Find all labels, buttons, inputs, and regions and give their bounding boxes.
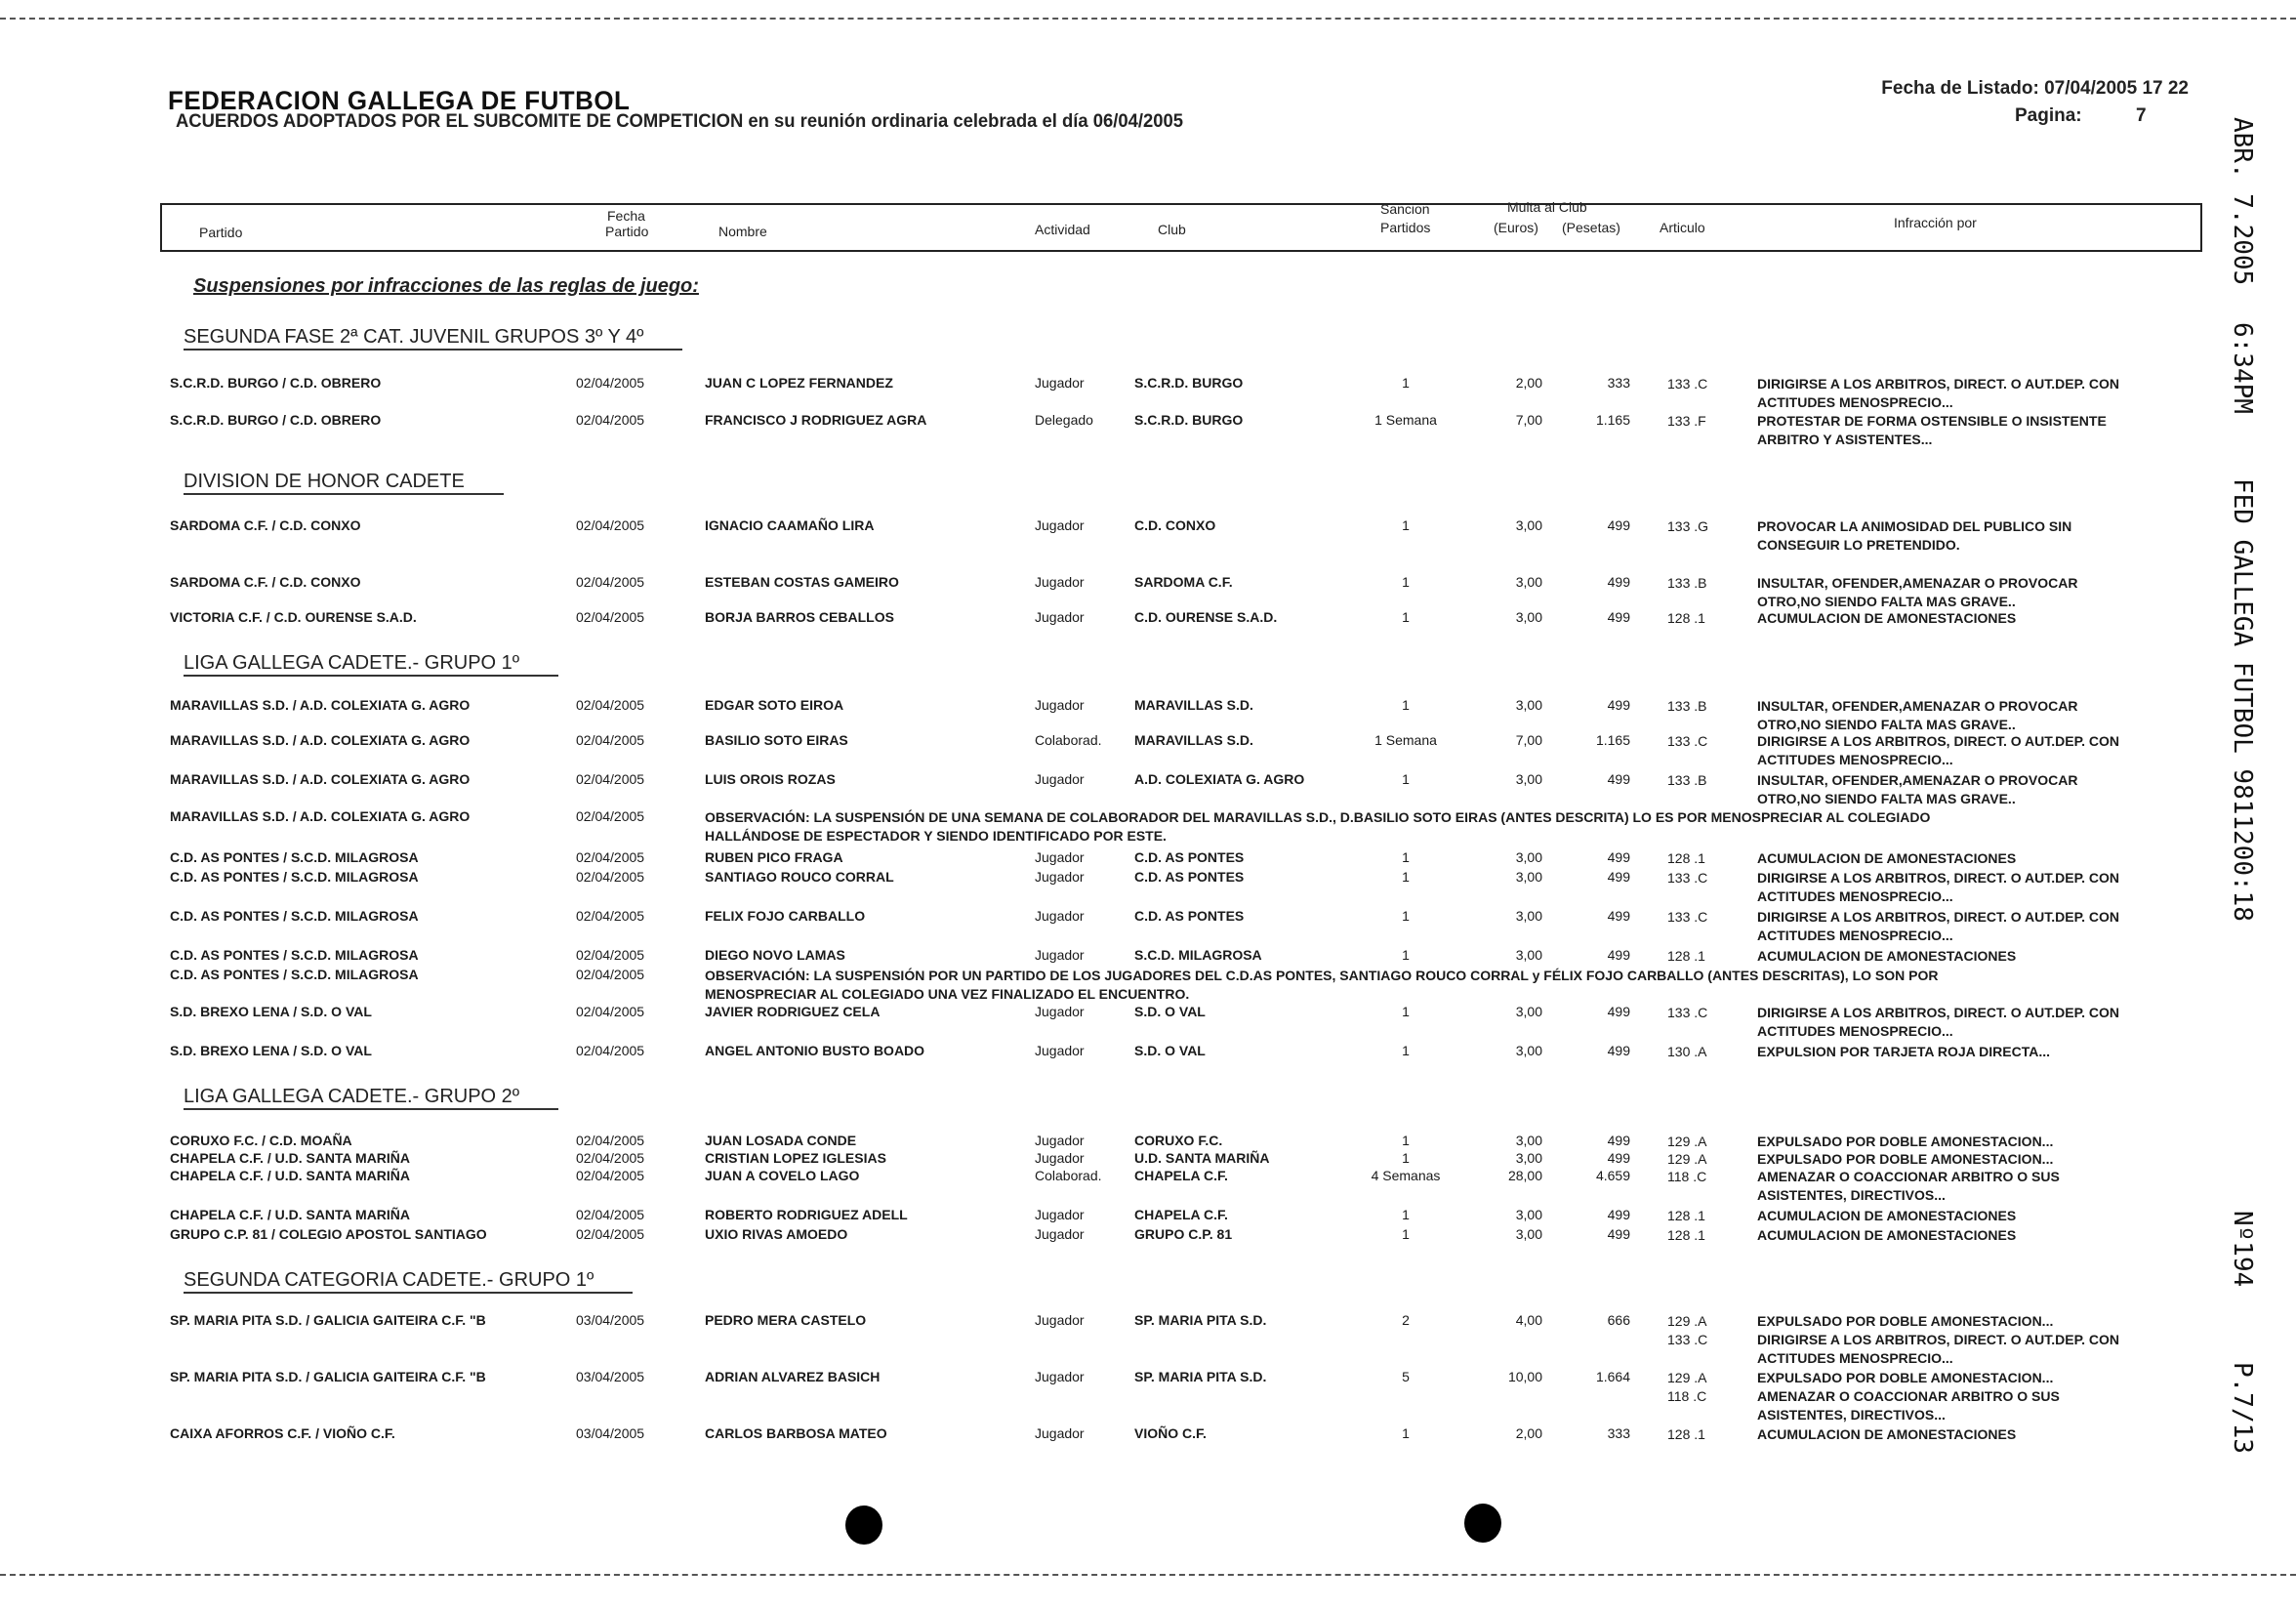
name-cell: FELIX FOJO CARBALLO [705,908,866,924]
article-cell: 129 .A [1667,1134,1707,1149]
sanction-cell: 1 [1402,849,1410,865]
sanction-cell: 1 [1402,1004,1410,1019]
partido-cell: S.C.R.D. BURGO / C.D. OBRERO [170,375,382,391]
date-cell: 02/04/2005 [576,967,645,982]
date-cell: 03/04/2005 [576,1369,645,1384]
article-cell: 133 .F [1667,413,1706,429]
club-cell: S.C.D. MILAGROSA [1134,947,1262,963]
article-cell: 133 .C [1667,733,1708,749]
fine-euros-cell: 3,00 [1515,574,1542,590]
name-cell: CRISTIAN LOPEZ IGLESIAS [705,1150,886,1166]
table-row [0,1004,2296,1039]
date-cell: 02/04/2005 [576,908,645,924]
club-cell: C.D. AS PONTES [1134,908,1245,924]
infraction-cell: EXPULSION POR TARJETA ROJA DIRECTA... [1757,1044,2050,1059]
fine-pesetas-cell: 499 [1607,1226,1630,1242]
name-cell: SANTIAGO ROUCO CORRAL [705,869,894,885]
name-cell: JUAN C LOPEZ FERNANDEZ [705,375,893,391]
date-cell: 02/04/2005 [576,947,645,963]
date-cell: 02/04/2005 [576,574,645,590]
col-euros: (Euros) [1494,220,1538,235]
table-row [0,771,2296,806]
article-cell: 118 .C [1667,1169,1707,1184]
infraction-cell: EXPULSADO POR DOBLE AMONESTACION... [1757,1134,2054,1149]
club-cell: MARAVILLAS S.D. [1134,732,1253,748]
infraction-cell: EXPULSADO POR DOBLE AMONESTACION... AMENAZAR O COACCIONAR ARBITRO O SUS ASISTENTES, DIRECTIVOS... [1757,1370,2060,1423]
fax-date: ABR. 7.2005 [2228,117,2257,286]
table-row [0,869,2296,904]
article-cell: 128 .1 [1667,1426,1705,1442]
fine-pesetas-cell: 499 [1607,609,1630,625]
infraction-cell: INSULTAR, OFENDER,AMENAZAR O PROVOCAR OTRO,NO SIENDO FALTA MAS GRAVE.. [1757,698,2078,732]
date-cell: 02/04/2005 [576,1207,645,1222]
infraction-cell: ACUMULACION DE AMONESTACIONES [1757,1426,2017,1442]
name-cell: DIEGO NOVO LAMAS [705,947,845,963]
partido-cell: S.D. BREXO LENA / S.D. O VAL [170,1004,372,1019]
article-cell: 130 .A [1667,1044,1707,1059]
observation-cell: OBSERVACIÓN: LA SUSPENSIÓN DE UNA SEMANA DE COLABORADOR DEL MARAVILLAS S.D., D.BASILIO SOTO EIRAS (ANTES DESCRITA) LO ES POR MENOSPRECIAR AL COLEGIADO HALLÁNDOSE DE ESPECTADOR Y SIENDO IDENTIFICADO POR ESTE. [705,809,1931,844]
group-heading: DIVISION DE HONOR CADETE [184,471,504,495]
fine-pesetas-cell: 333 [1607,375,1630,391]
fine-pesetas-cell: 499 [1607,908,1630,924]
table-row [0,1133,2296,1152]
fax-page: P.7/13 [2228,1362,2257,1454]
infraction-cell: PROTESTAR DE FORMA OSTENSIBLE O INSISTENTE ARBITRO Y ASISTENTES... [1757,413,2107,447]
club-cell: C.D. OURENSE S.A.D. [1134,609,1278,625]
date-cell: 02/04/2005 [576,849,645,865]
partido-cell: MARAVILLAS S.D. / A.D. COLEXIATA G. AGRO [170,697,471,713]
activity-cell: Jugador [1035,517,1085,533]
partido-cell: CAIXA AFORROS C.F. / VIOÑO C.F. [170,1425,395,1441]
infraction-cell: DIRIGIRSE A LOS ARBITROS, DIRECT. O AUT.DEP. CON ACTITUDES MENOSPRECIO... [1757,733,2120,767]
name-cell: ADRIAN ALVAREZ BASICH [705,1369,881,1384]
activity-cell: Jugador [1035,869,1085,885]
col-nombre: Nombre [718,224,767,239]
infraction-cell: ACUMULACION DE AMONESTACIONES [1757,1208,2017,1223]
partido-cell: C.D. AS PONTES / S.C.D. MILAGROSA [170,869,419,885]
fine-euros-cell: 10,00 [1507,1369,1542,1384]
table-row [0,947,2296,967]
name-cell: UXIO RIVAS AMOEDO [705,1226,848,1242]
fine-euros-cell: 2,00 [1515,375,1542,391]
activity-cell: Delegado [1035,412,1093,428]
date-cell: 02/04/2005 [576,1150,645,1166]
partido-cell: GRUPO C.P. 81 / COLEGIO APOSTOL SANTIAGO [170,1226,487,1242]
activity-cell: Jugador [1035,1226,1085,1242]
fax-sender: FED GALLEGA FUTBOL 9811200:18 [2228,478,2257,922]
name-cell: ROBERTO RODRIGUEZ ADELL [705,1207,908,1222]
sanction-cell: 1 [1402,771,1410,787]
infraction-cell: ACUMULACION DE AMONESTACIONES [1757,948,2017,964]
article-cell: 133 .C [1667,376,1708,392]
name-cell: BASILIO SOTO EIRAS [705,732,848,748]
article-cell: 133 .C [1667,909,1708,925]
club-cell: A.D. COLEXIATA G. AGRO [1134,771,1305,787]
table-row [0,1150,2296,1170]
activity-cell: Jugador [1035,1369,1085,1384]
partido-cell: VICTORIA C.F. / C.D. OURENSE S.A.D. [170,609,417,625]
group-heading: SEGUNDA CATEGORIA CADETE.- GRUPO 1º [184,1269,633,1294]
fine-euros-cell: 3,00 [1515,849,1542,865]
article-cell: 133 .B [1667,575,1707,591]
name-cell: BORJA BARROS CEBALLOS [705,609,894,625]
infraction-cell: AMENAZAR O COACCIONAR ARBITRO O SUS ASISTENTES, DIRECTIVOS... [1757,1169,2060,1203]
article-cell: 128 .1 [1667,1208,1705,1223]
club-cell: MARAVILLAS S.D. [1134,697,1253,713]
article-cell: 133 .C [1667,870,1708,886]
partido-cell: S.C.R.D. BURGO / C.D. OBRERO [170,412,382,428]
date-cell: 02/04/2005 [576,1226,645,1242]
partido-cell: SP. MARIA PITA S.D. / GALICIA GAITEIRA C.F. "B [170,1369,486,1384]
fine-pesetas-cell: 499 [1607,849,1630,865]
fine-pesetas-cell: 1.165 [1595,732,1630,748]
club-cell: C.D. AS PONTES [1134,849,1245,865]
fine-pesetas-cell: 4.659 [1595,1168,1630,1183]
activity-cell: Colaborad. [1035,732,1102,748]
activity-cell: Jugador [1035,697,1085,713]
col-club: Club [1158,222,1186,237]
date-cell: 02/04/2005 [576,869,645,885]
article-cell: 133 .B [1667,772,1707,788]
sanction-cell: 2 [1402,1312,1410,1328]
observation-cell: OBSERVACIÓN: LA SUSPENSIÓN POR UN PARTIDO DE LOS JUGADORES DEL C.D.AS PONTES, SANTIAGO ROUCO CORRAL y FÉLIX FOJO CARBALLO (ANTES DESCRITAS), LO SON POR MENOSPRECIAR AL COLEGIADO UNA VEZ FINALIZADO EL ENCUENTRO. [705,968,1939,1002]
fine-pesetas-cell: 499 [1607,1133,1630,1148]
activity-cell: Jugador [1035,375,1085,391]
fine-pesetas-cell: 499 [1607,771,1630,787]
fine-pesetas-cell: 499 [1607,697,1630,713]
col-partido: Partido [199,225,243,240]
fine-euros-cell: 2,00 [1515,1425,1542,1441]
sanction-cell: 4 Semanas [1371,1168,1441,1183]
punch-hole [845,1506,882,1545]
date-cell: 02/04/2005 [576,517,645,533]
article-cell: 128 .1 [1667,850,1705,866]
scan-edge-bottom [0,1574,2296,1576]
fine-euros-cell: 3,00 [1515,947,1542,963]
sanction-cell: 1 [1402,947,1410,963]
partido-cell: C.D. AS PONTES / S.C.D. MILAGROSA [170,849,419,865]
listing-date: Fecha de Listado: 07/04/2005 17 22 [1881,78,2189,99]
document-subtitle: ACUERDOS ADOPTADOS POR EL SUBCOMITE DE COMPETICION en su reunión ordinaria celebrada el día 06/04/2005 [176,111,1183,132]
date-cell: 02/04/2005 [576,412,645,428]
fine-euros-cell: 3,00 [1515,908,1542,924]
sanction-cell: 1 [1402,1425,1410,1441]
fine-euros-cell: 7,00 [1515,412,1542,428]
date-cell: 02/04/2005 [576,697,645,713]
date-cell: 02/04/2005 [576,732,645,748]
fine-euros-cell: 3,00 [1515,1043,1542,1058]
table-row [0,1168,2296,1203]
infraction-cell: DIRIGIRSE A LOS ARBITROS, DIRECT. O AUT.DEP. CON ACTITUDES MENOSPRECIO... [1757,1005,2120,1039]
partido-cell: CHAPELA C.F. / U.D. SANTA MARIÑA [170,1150,411,1166]
infraction-cell: ACUMULACION DE AMONESTACIONES [1757,610,2017,626]
club-cell: SARDOMA C.F. [1134,574,1233,590]
name-cell: EDGAR SOTO EIROA [705,697,844,713]
col-infraccion: Infracción por [1894,215,1977,230]
name-cell: JUAN LOSADA CONDE [705,1133,857,1148]
club-cell: S.D. O VAL [1134,1043,1206,1058]
activity-cell: Jugador [1035,1133,1085,1148]
name-cell: FRANCISCO J RODRIGUEZ AGRA [705,412,927,428]
article-cell: 133 .G [1667,518,1709,534]
fine-euros-cell: 28,00 [1507,1168,1542,1183]
fine-pesetas-cell: 499 [1607,574,1630,590]
fine-euros-cell: 3,00 [1515,697,1542,713]
activity-cell: Jugador [1035,1004,1085,1019]
partido-cell: MARAVILLAS S.D. / A.D. COLEXIATA G. AGRO [170,771,471,787]
article-cell: 129 .A 133 .C [1667,1313,1708,1347]
fine-euros-cell: 3,00 [1515,1133,1542,1148]
fine-euros-cell: 3,00 [1515,771,1542,787]
fine-euros-cell: 7,00 [1515,732,1542,748]
table-row [0,1043,2296,1062]
sanction-cell: 1 Semana [1374,732,1437,748]
fine-euros-cell: 3,00 [1515,609,1542,625]
partido-cell: SP. MARIA PITA S.D. / GALICIA GAITEIRA C.F. "B [170,1312,486,1328]
col-multa: Multa al Club [1507,199,1587,215]
col-sancion: Sancion [1380,201,1430,217]
club-cell: CORUXO F.C. [1134,1133,1223,1148]
fine-euros-cell: 4,00 [1515,1312,1542,1328]
partido-cell: CHAPELA C.F. / U.D. SANTA MARIÑA [170,1207,411,1222]
table-row [0,849,2296,869]
sanction-cell: 1 [1402,609,1410,625]
activity-cell: Colaborad. [1035,1168,1102,1183]
table-row [0,1207,2296,1226]
club-cell: S.C.R.D. BURGO [1134,375,1244,391]
observation-row [0,967,2296,1002]
date-cell: 03/04/2005 [576,1425,645,1441]
activity-cell: Jugador [1035,1150,1085,1166]
partido-cell: C.D. AS PONTES / S.C.D. MILAGROSA [170,947,419,963]
club-cell: VIOÑO C.F. [1134,1425,1207,1441]
page-label: Pagina: [2015,105,2082,126]
table-row [0,609,2296,629]
article-cell: 133 .B [1667,698,1707,714]
club-cell: C.D. CONXO [1134,517,1216,533]
table-row [0,517,2296,553]
infraction-cell: DIRIGIRSE A LOS ARBITROS, DIRECT. O AUT.DEP. CON ACTITUDES MENOSPRECIO... [1757,909,2120,943]
fine-pesetas-cell: 499 [1607,1150,1630,1166]
fine-pesetas-cell: 1.664 [1595,1369,1630,1384]
table-row [0,1226,2296,1246]
club-cell: S.C.R.D. BURGO [1134,412,1244,428]
table-row [0,412,2296,447]
table-row [0,697,2296,732]
date-cell: 02/04/2005 [576,808,645,824]
infraction-cell: EXPULSADO POR DOBLE AMONESTACION... [1757,1151,2054,1167]
observation-row [0,808,2296,844]
date-cell: 02/04/2005 [576,375,645,391]
date-cell: 02/04/2005 [576,771,645,787]
fax-header [2228,117,2267,1465]
fine-pesetas-cell: 333 [1607,1425,1630,1441]
activity-cell: Jugador [1035,1425,1085,1441]
sanction-cell: 1 [1402,574,1410,590]
activity-cell: Jugador [1035,609,1085,625]
group-heading: LIGA GALLEGA CADETE.- GRUPO 2º [184,1086,558,1110]
fax-number: Nº194 [2228,1211,2257,1288]
club-cell: U.D. SANTA MARIÑA [1134,1150,1270,1166]
partido-cell: CHAPELA C.F. / U.D. SANTA MARIÑA [170,1168,411,1183]
club-cell: SP. MARIA PITA S.D. [1134,1312,1267,1328]
fine-pesetas-cell: 499 [1607,1004,1630,1019]
fine-pesetas-cell: 666 [1607,1312,1630,1328]
fine-pesetas-cell: 499 [1607,869,1630,885]
table-row [0,375,2296,410]
date-cell: 02/04/2005 [576,1133,645,1148]
name-cell: ESTEBAN COSTAS GAMEIRO [705,574,899,590]
fine-pesetas-cell: 499 [1607,1207,1630,1222]
sanction-cell: 1 [1402,1207,1410,1222]
sanction-cell: 1 [1402,1043,1410,1058]
col-sancion-partidos: Partidos [1380,220,1431,235]
organization-title: FEDERACION GALLEGA DE FUTBOL [168,86,631,115]
article-cell: 133 .C [1667,1005,1708,1020]
date-cell: 02/04/2005 [576,1043,645,1058]
punch-hole [1464,1504,1501,1543]
table-row [0,908,2296,943]
table-row [0,732,2296,767]
club-cell: S.D. O VAL [1134,1004,1206,1019]
partido-cell: MARAVILLAS S.D. / A.D. COLEXIATA G. AGRO [170,808,471,824]
infraction-cell: INSULTAR, OFENDER,AMENAZAR O PROVOCAR OTRO,NO SIENDO FALTA MAS GRAVE.. [1757,575,2078,609]
fine-euros-cell: 3,00 [1515,1207,1542,1222]
activity-cell: Jugador [1035,771,1085,787]
club-cell: GRUPO C.P. 81 [1134,1226,1233,1242]
sanction-cell: 1 [1402,517,1410,533]
activity-cell: Jugador [1035,574,1085,590]
partido-cell: SARDOMA C.F. / C.D. CONXO [170,574,361,590]
section-title: Suspensiones por infracciones de las reglas de juego: [193,275,699,297]
sanction-cell: 1 [1402,869,1410,885]
partido-cell: SARDOMA C.F. / C.D. CONXO [170,517,361,533]
date-cell: 02/04/2005 [576,609,645,625]
activity-cell: Jugador [1035,1043,1085,1058]
fax-time: 6:34PM [2228,322,2257,414]
name-cell: ANGEL ANTONIO BUSTO BOADO [705,1043,925,1058]
date-cell: 03/04/2005 [576,1312,645,1328]
sanction-cell: 1 [1402,1150,1410,1166]
group-heading: SEGUNDA FASE 2ª CAT. JUVENIL GRUPOS 3º Y 4º [184,326,682,351]
name-cell: LUIS OROIS ROZAS [705,771,836,787]
activity-cell: Jugador [1035,1207,1085,1222]
article-cell: 128 .1 [1667,610,1705,626]
fine-pesetas-cell: 499 [1607,1043,1630,1058]
club-cell: C.D. AS PONTES [1134,869,1245,885]
infraction-cell: INSULTAR, OFENDER,AMENAZAR O PROVOCAR OTRO,NO SIENDO FALTA MAS GRAVE.. [1757,772,2078,806]
sanction-cell: 1 [1402,375,1410,391]
fine-euros-cell: 3,00 [1515,1150,1542,1166]
infraction-cell: ACUMULACION DE AMONESTACIONES [1757,1227,2017,1243]
partido-cell: S.D. BREXO LENA / S.D. O VAL [170,1043,372,1058]
fine-pesetas-cell: 499 [1607,517,1630,533]
table-row [0,574,2296,609]
table-row [0,1312,2296,1366]
sanction-cell: 1 [1402,908,1410,924]
name-cell: CARLOS BARBOSA MATEO [705,1425,887,1441]
sanction-cell: 1 [1402,697,1410,713]
article-cell: 128 .1 [1667,948,1705,964]
activity-cell: Jugador [1035,947,1085,963]
fine-euros-cell: 3,00 [1515,517,1542,533]
col-pesetas: (Pesetas) [1562,220,1620,235]
article-cell: 129 .A [1667,1151,1707,1167]
sanction-cell: 5 [1402,1369,1410,1384]
partido-cell: C.D. AS PONTES / S.C.D. MILAGROSA [170,908,419,924]
infraction-cell: DIRIGIRSE A LOS ARBITROS, DIRECT. O AUT.DEP. CON ACTITUDES MENOSPRECIO... [1757,870,2120,904]
date-cell: 02/04/2005 [576,1004,645,1019]
name-cell: JUAN A COVELO LAGO [705,1168,860,1183]
scan-edge-top [0,18,2296,20]
col-actividad: Actividad [1035,222,1090,237]
sanction-cell: 1 Semana [1374,412,1437,428]
col-articulo: Articulo [1660,220,1705,235]
infraction-cell: EXPULSADO POR DOBLE AMONESTACION... DIRIGIRSE A LOS ARBITROS, DIRECT. O AUT.DEP. CON ACTITUDES MENOSPRECIO... [1757,1313,2120,1366]
table-row [0,1425,2296,1445]
activity-cell: Jugador [1035,908,1085,924]
activity-cell: Jugador [1035,849,1085,865]
page-number: 7 [2136,105,2147,126]
partido-cell: CORUXO F.C. / C.D. MOAÑA [170,1133,352,1148]
article-cell: 129 .A 118 .C [1667,1370,1707,1404]
name-cell: IGNACIO CAAMAÑO LIRA [705,517,875,533]
date-cell: 02/04/2005 [576,1168,645,1183]
fine-pesetas-cell: 499 [1607,947,1630,963]
name-cell: JAVIER RODRIGUEZ CELA [705,1004,881,1019]
fine-euros-cell: 3,00 [1515,1226,1542,1242]
sanction-cell: 1 [1402,1226,1410,1242]
infraction-cell: PROVOCAR LA ANIMOSIDAD DEL PUBLICO SIN CONSEGUIR LO PRETENDIDO. [1757,518,2072,553]
fine-euros-cell: 3,00 [1515,869,1542,885]
infraction-cell: ACUMULACION DE AMONESTACIONES [1757,850,2017,866]
infraction-cell: DIRIGIRSE A LOS ARBITROS, DIRECT. O AUT.DEP. CON ACTITUDES MENOSPRECIO... [1757,376,2120,410]
partido-cell: MARAVILLAS S.D. / A.D. COLEXIATA G. AGRO [170,732,471,748]
col-fecha-partido: Partido [605,224,649,239]
partido-cell: C.D. AS PONTES / S.C.D. MILAGROSA [170,967,419,982]
club-cell: CHAPELA C.F. [1134,1168,1228,1183]
name-cell: PEDRO MERA CASTELO [705,1312,867,1328]
fine-pesetas-cell: 1.165 [1595,412,1630,428]
fine-euros-cell: 3,00 [1515,1004,1542,1019]
article-cell: 128 .1 [1667,1227,1705,1243]
group-heading: LIGA GALLEGA CADETE.- GRUPO 1º [184,652,558,677]
club-cell: SP. MARIA PITA S.D. [1134,1369,1267,1384]
sanction-cell: 1 [1402,1133,1410,1148]
club-cell: CHAPELA C.F. [1134,1207,1228,1222]
name-cell: RUBEN PICO FRAGA [705,849,843,865]
col-fecha: Fecha [607,208,645,224]
activity-cell: Jugador [1035,1312,1085,1328]
